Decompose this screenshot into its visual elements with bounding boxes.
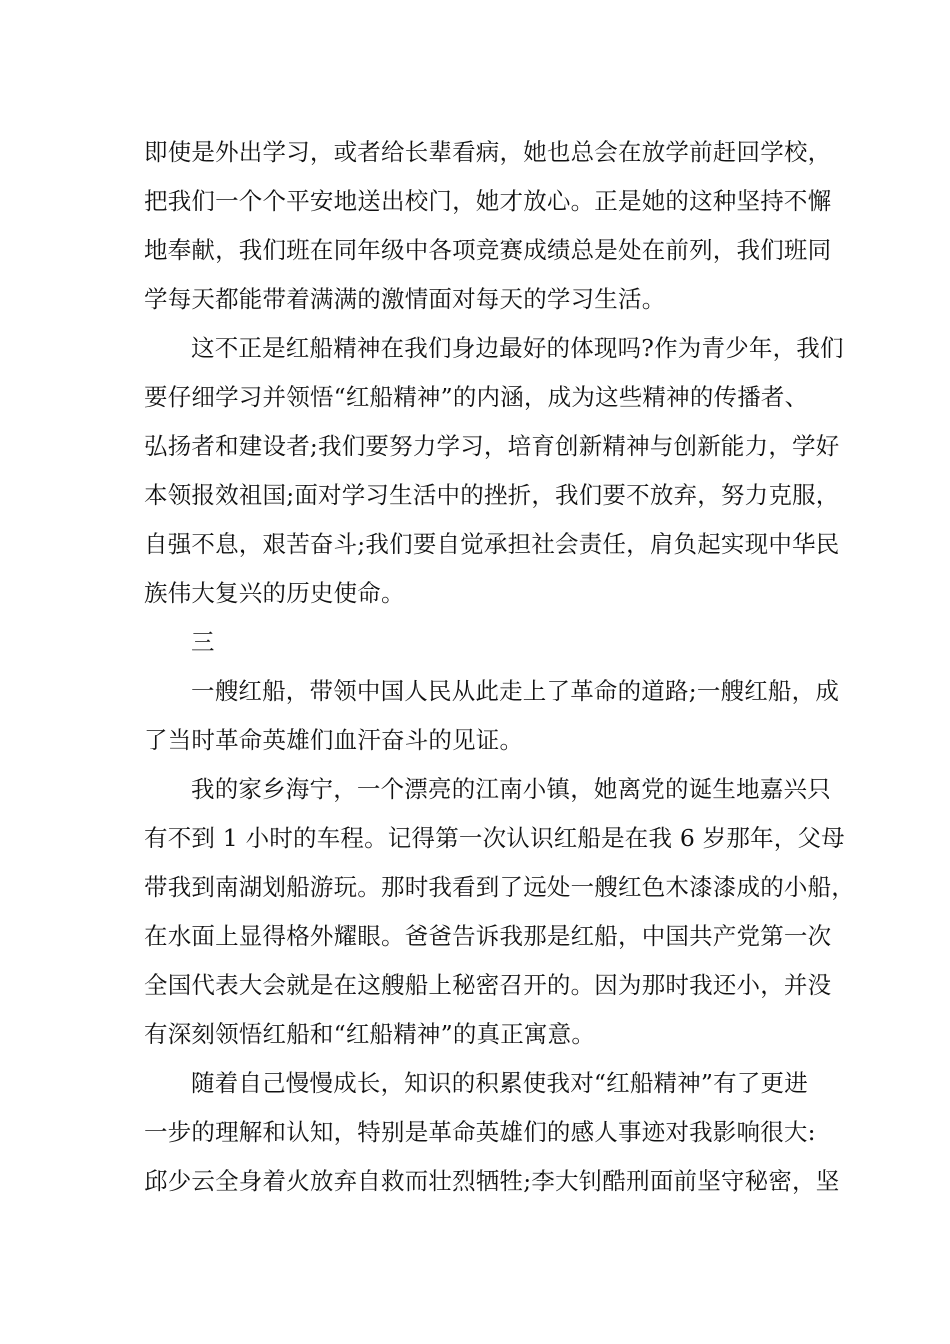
text-line: 全国代表大会就是在这艘船上秘密召开的。因为那时我还小，并没 [144, 971, 832, 999]
text-line: 族伟大复兴的历史使命。 [144, 579, 405, 607]
text-line: 这不正是红船精神在我们身边最好的体现吗?作为青少年，我们 [191, 334, 844, 362]
text-line: 了当时革命英雄们血汗奋斗的见证。 [144, 726, 524, 754]
text-line: 随着自己慢慢成长，知识的积累使我对“红船精神”有了更进 [191, 1069, 808, 1097]
text-line: 把我们一个个平安地送出校门，她才放心。正是她的这种坚持不懈 [144, 187, 832, 215]
text-line: 在水面上显得格外耀眼。爸爸告诉我那是红船，中国共产党第一次 [144, 922, 832, 950]
text-line: 我的家乡海宁，一个漂亮的江南小镇，她离党的诞生地嘉兴只 [191, 775, 831, 803]
document-body [144, 128, 855, 1206]
text-line: 本领报效祖国;面对学习生活中的挫折，我们要不放弃，努力克服， [144, 481, 840, 509]
text-line: 学每天都能带着满满的激情面对每天的学习生活。 [144, 285, 666, 313]
text-line: 要仔细学习并领悟“红船精神”的内涵，成为这些精神的传播者、 [144, 383, 809, 411]
text-line: 有不到 1 小时的车程。记得第一次认识红船是在我 6 岁那年，父母 [144, 824, 845, 852]
paragraph-5 [144, 1059, 840, 1206]
text-line: 带我到南湖划船游玩。那时我看到了远处一艘红色木漆漆成的小船， [144, 873, 855, 901]
text-line: 即使是外出学习，或者给长辈看病，她也总会在放学前赶回学校， [144, 138, 832, 166]
text-line: 一艘红船，带领中国人民从此走上了革命的道路;一艘红船，成 [191, 677, 840, 705]
text-line: 自强不息，艰苦奋斗;我们要自觉承担社会责任，肩负起实现中华民 [144, 530, 840, 558]
paragraph-3 [144, 667, 840, 765]
text-line: 邱少云全身着火放弃自救而壮烈牺牲;李大钊酷刑面前坚守秘密，坚 [144, 1167, 840, 1195]
section-heading [144, 618, 824, 667]
section-heading-text: 三 [191, 628, 215, 656]
text-line: 有深刻领悟红船和“红船精神”的真正寓意。 [144, 1020, 596, 1048]
paragraph-1 [144, 128, 832, 324]
paragraph-4 [144, 765, 855, 1059]
text-line: 弘扬者和建设者;我们要努力学习，培育创新精神与创新能力，学好 [144, 432, 840, 460]
text-line: 一步的理解和认知，特别是革命英雄们的感人事迹对我影响很大: [144, 1118, 816, 1146]
paragraph-2 [144, 324, 844, 618]
text-line: 地奉献，我们班在同年级中各项竞赛成绩总是处在前列，我们班同 [144, 236, 832, 264]
